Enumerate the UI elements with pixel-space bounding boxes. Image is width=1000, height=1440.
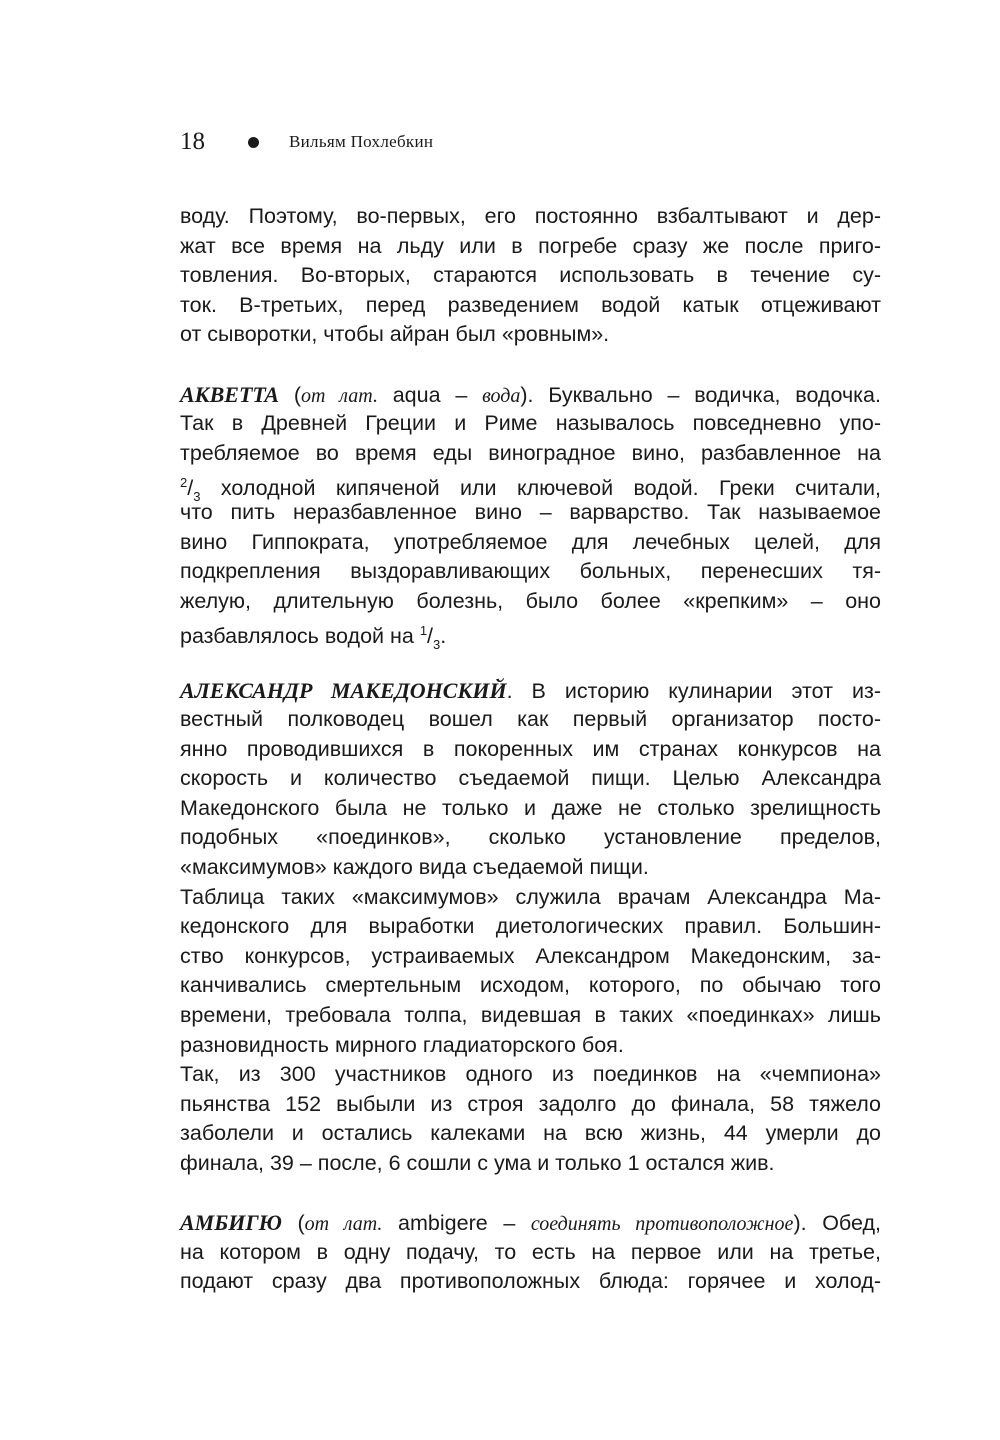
text-segment: ( [281,1211,305,1236]
text-line [180,1090,881,1120]
running-header [180,124,433,160]
page-body [180,202,881,1297]
text-line [180,439,881,469]
text-segment: товления. Во-вторых, стараются использовать в течение су- [180,263,881,288]
italic-text: от лат. [304,1213,383,1236]
text-segment: разновидность мирного гладиаторского боя. [180,1032,624,1057]
page-number: 18 [180,128,205,155]
text-line [180,764,881,794]
text-line [180,1267,881,1297]
text-segment: кедонского для выработки диетологических правил. Большин- [180,914,881,939]
text-line [180,232,881,262]
text-segment: ). Обед, [793,1211,881,1236]
italic-text: соединять противоположное [530,1213,794,1236]
text-segment: скорость и количество съедаемой пищи. Целью Александра [180,766,881,791]
text-segment: Так, из 300 участников одного из поединков на «чемпиона» [180,1062,881,1087]
text-segment: подают сразу два противоположных блюда: горячее и холод- [180,1269,881,1294]
text-segment: / [187,476,194,501]
text-line [180,1001,881,1031]
text-segment: . [440,624,447,649]
text-segment: желую, длительную болезнь, было более «крепким» – оно [180,588,881,613]
text-line [180,1208,881,1238]
text-line [180,291,881,321]
text-line [180,883,881,913]
text-segment: aqua – [377,382,483,407]
text-segment: 1 [419,623,428,639]
text-line [180,1031,881,1061]
text-segment: ( [279,382,302,407]
text-segment: что пить неразбавленное вино – варварство. Так называемое [180,499,881,524]
text-segment: ток. В-третьих, перед разведением водой катык отцеживают [180,292,881,317]
bullet-dot-icon [248,137,259,148]
text-line [180,1119,881,1149]
text-line [180,794,881,824]
text-segment: . В историю кулинарии этот из- [506,678,881,703]
entry-term: АКВЕТТА [180,381,280,407]
text-line [180,587,881,617]
text-segment: Так в Древней Греции и Риме называлось повседневно упо- [180,411,881,436]
text-line [180,912,881,942]
text-segment: 3 [193,489,201,505]
text-segment: Македонского была не только и даже не столько зрелищность [180,795,881,820]
italic-text: вода [482,384,521,407]
text-segment: пьянства 152 выбыли из строя задолго до финала, 58 тяжело [180,1091,881,1116]
paragraph-gap [180,350,881,380]
text-segment: заболели и остались калеками на всю жизнь, 44 умерли до [180,1121,881,1146]
text-line [180,498,881,528]
text-line [180,409,881,439]
italic-text: от лат. [301,384,378,407]
text-segment: / [427,624,434,649]
text-line [180,971,881,1001]
text-segment: вино Гиппократа, употребляемое для лечебных целей, для [180,529,881,554]
text-segment: на котором в одну подачу, то есть на первое или на третье, [180,1239,881,1264]
text-line [180,468,881,505]
text-line [180,1149,881,1179]
text-line [180,735,881,765]
paragraph-gap [180,646,881,676]
entry-term: АЛЕКСАНДР МАКЕДОНСКИЙ [180,677,507,703]
text-line [180,823,881,853]
text-segment: холодной кипяченой или ключевой водой. Греки считали, [200,476,881,501]
text-segment: Таблица таких «максимумов» служила врачам Александра Ма- [180,884,881,909]
text-line [180,705,881,735]
text-segment: разбавлялось водой на [180,624,420,649]
text-line [180,261,881,291]
text-segment: вестный полководец вошел как первый организатор посто- [180,707,881,732]
text-segment: подобных «поединков», сколько установление пределов, [180,825,881,850]
text-line [180,528,881,558]
text-line [180,853,881,883]
text-line [180,380,881,410]
text-segment: янно проводившихся в покоренных им странах конкурсов на [180,736,881,761]
text-segment: времени, требовала толпа, видевшая в таких «поединках» лишь [180,1003,881,1028]
text-line [180,1060,881,1090]
text-line [180,320,881,350]
text-line [180,1238,881,1268]
text-segment: ство конкурсов, устраиваемых Александром Македонским, за- [180,943,881,968]
text-segment: воду. Поэтому, во-первых, его постоянно взбалтывают и дер- [180,204,881,228]
text-line [180,202,881,232]
text-segment: «максимумов» каждого вида съедаемой пищи. [180,855,649,880]
text-line [180,942,881,972]
text-segment: ). Буквально – водичка, водочка. [520,382,881,407]
text-segment: от сыворотки, чтобы айран был «ровным». [180,322,610,347]
author-name: Вильям Похлебкин [289,132,434,151]
text-segment: требляемое во время еды виноградное вино, разбавленное на [180,440,881,465]
text-segment: жат все время на льду или в погребе сразу же после приго- [180,233,881,258]
text-segment: финала, 39 – после, 6 сошли с ума и только 1 остался жив. [180,1151,775,1175]
text-line [180,676,881,706]
entry-term: АМБИГЮ [180,1210,282,1236]
text-segment: канчивались смертельным исходом, которого, по обычаю того [180,973,881,998]
text-line [180,557,881,587]
text-segment: 2 [180,475,188,491]
text-segment: подкрепления выздоравливающих больных, перенесших тя- [180,559,881,584]
text-line [180,616,881,653]
paragraph-gap [180,1179,881,1209]
text-segment: ambigere – [382,1211,531,1236]
text-segment: 3 [433,637,441,653]
